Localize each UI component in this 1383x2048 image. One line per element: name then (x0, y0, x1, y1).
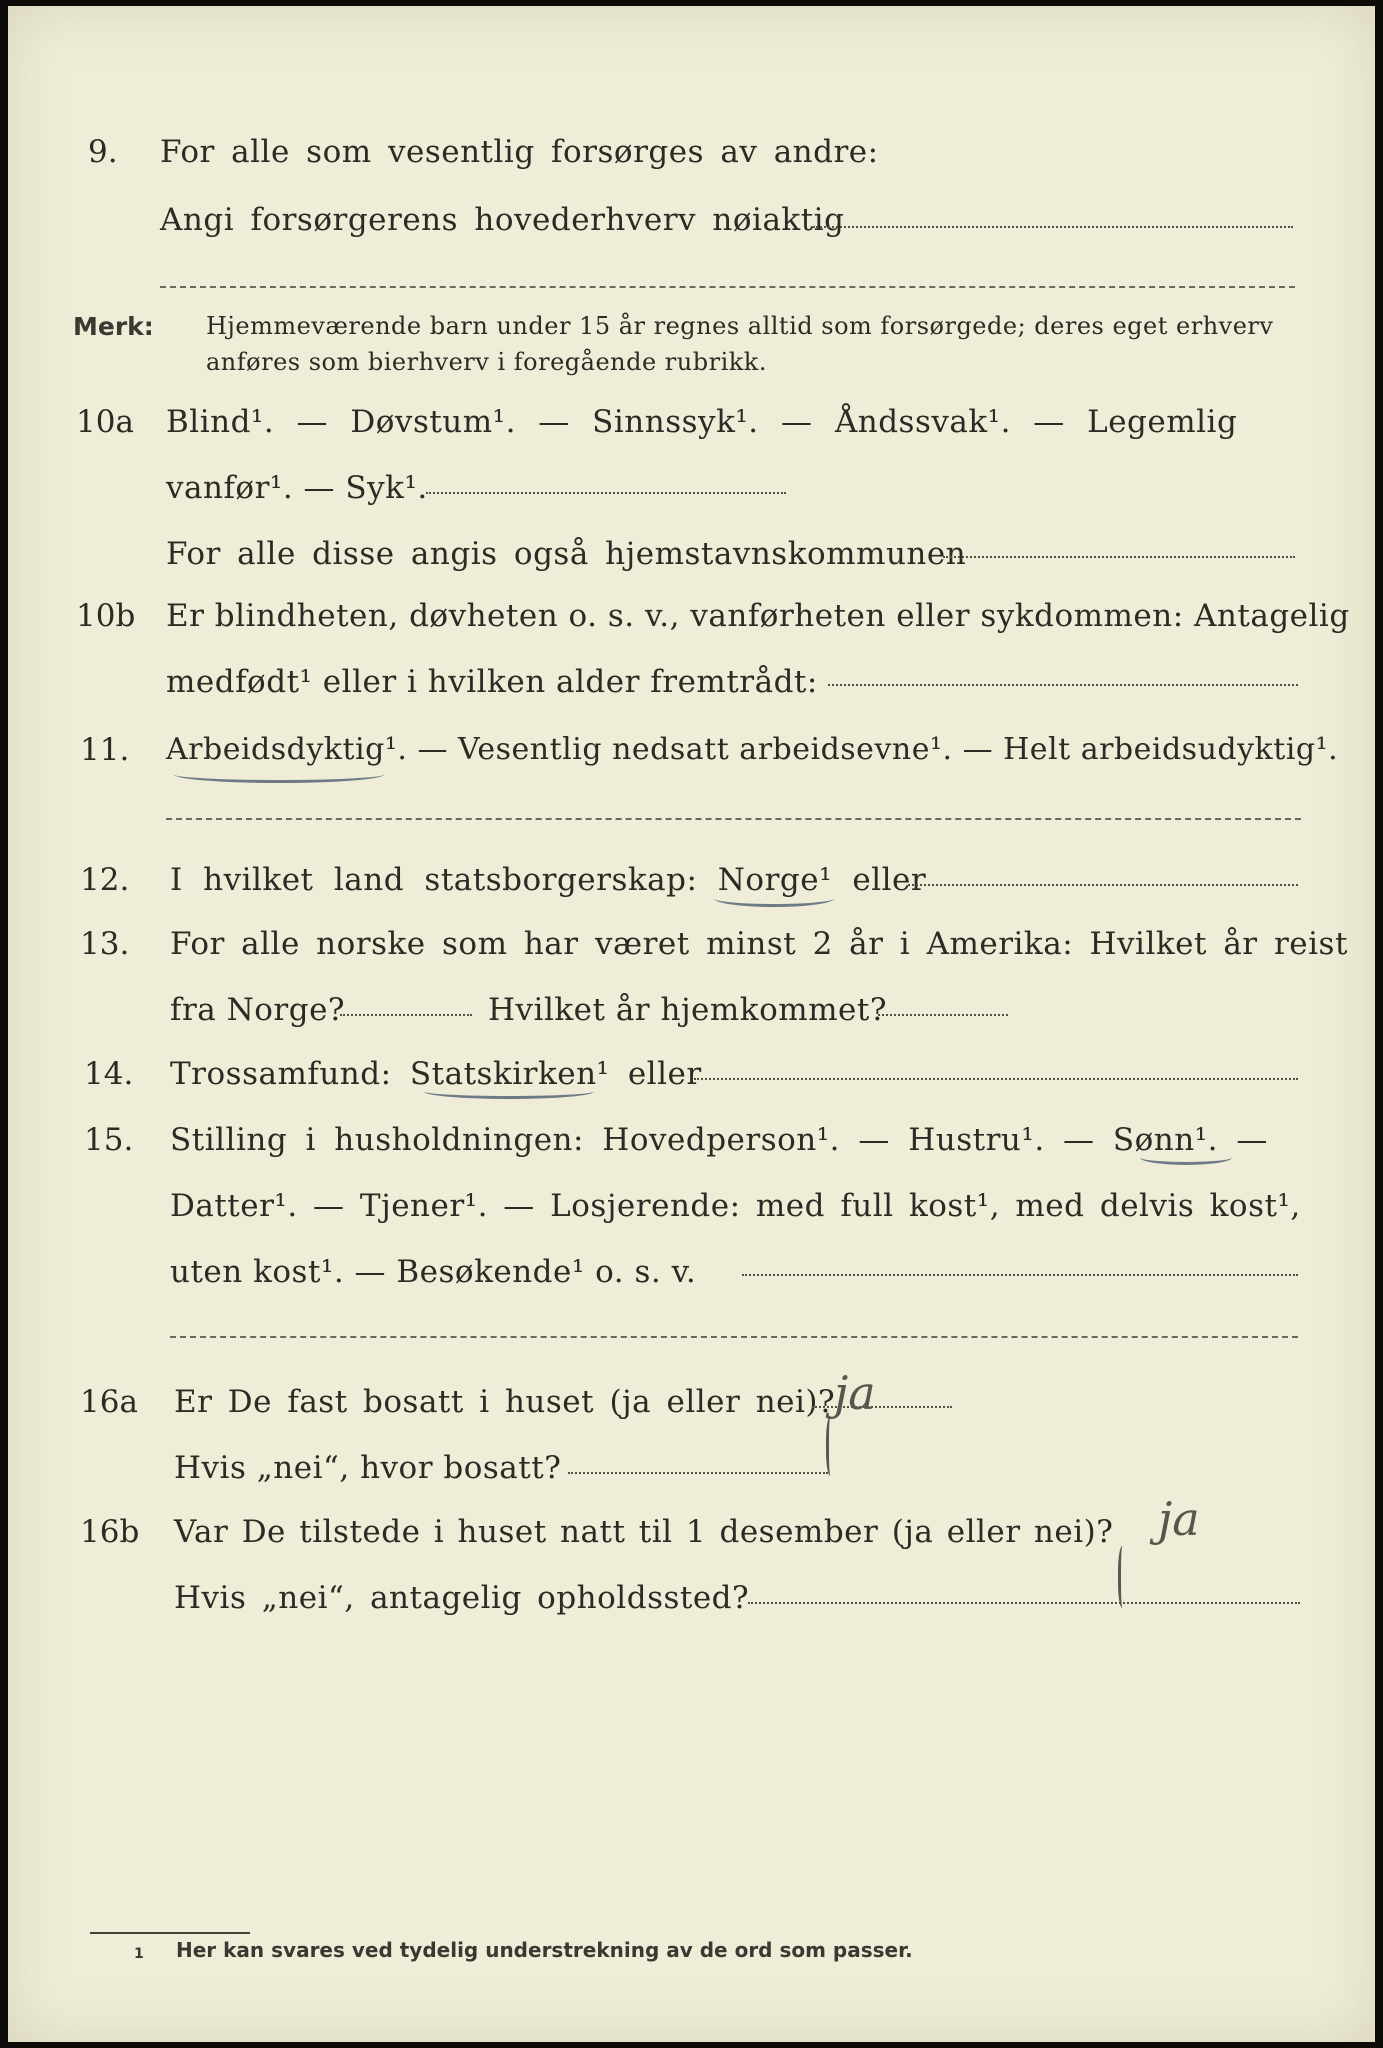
q12-line1: I hvilket land statsborgerskap: Norge¹ eller (170, 862, 927, 898)
q10b-line1: Er blindheten, døvheten o. s. v., vanførheten eller sykdommen: Antagelig (166, 598, 1350, 634)
census-form-page (8, 6, 1375, 2042)
q10b-line2: medfødt¹ eller i hvilken alder fremtrådt: (166, 664, 818, 700)
q9-answer-field[interactable] (813, 226, 1293, 228)
footnote-rule (90, 1932, 250, 1934)
q16a-number: 16a (80, 1384, 138, 1420)
q16a-handwritten-stroke (826, 1416, 837, 1476)
norge-underline-mark (714, 890, 834, 907)
q9-line1: For alle som vesentlig forsørges av andre: (160, 134, 879, 170)
q15-line3: uten kost¹. — Besøkende¹ o. s. v. (170, 1254, 697, 1290)
q16b-line1: Var De tilstede i huset natt til 1 desember (ja eller nei)? (174, 1514, 1114, 1550)
q14-number: 14. (84, 1056, 134, 1092)
arbeidsdyktig-underline-mark (174, 766, 384, 783)
footnote-mark: 1 (134, 1946, 144, 1962)
q16b-handwritten-answer: ja (1158, 1492, 1200, 1546)
q13-line2a: fra Norge? (170, 992, 346, 1028)
q12-number: 12. (80, 862, 130, 898)
q15-line1: Stilling i husholdningen: Hovedperson¹. — Hustru¹. — Sønn¹. — (170, 1122, 1268, 1158)
q15-line2: Datter¹. — Tjener¹. — Losjerende: med full kost¹, med delvis kost¹, (170, 1188, 1301, 1224)
q13-hjemkommet-field[interactable] (878, 1014, 1008, 1016)
merk-line1: Hjemmeværende barn under 15 år regnes alltid som forsørgede; deres eget erhverv (206, 312, 1274, 340)
q9-number: 9. (88, 134, 118, 170)
footnote-text: Her kan svares ved tydelig understrekning av de ord som passer. (176, 1938, 913, 1962)
q16b-opholdssted-field[interactable] (748, 1602, 1300, 1604)
q16a-handwritten-answer: ja (834, 1366, 876, 1420)
sonn-underline-mark (1140, 1150, 1232, 1165)
q9-answer-line2[interactable] (160, 286, 1295, 288)
q9-line2: Angi forsørgerens hovederhverv nøiaktig (160, 202, 845, 238)
q15-number: 15. (84, 1122, 134, 1158)
q13-line2b: Hvilket år hjemkommet? (488, 992, 887, 1028)
merk-line2: anføres som bierhverv i foregående rubrikk. (206, 348, 767, 376)
q10a-hjemstavn-field[interactable] (943, 556, 1295, 558)
q13-reist-field[interactable] (340, 1014, 472, 1016)
statskirken-underline-mark (424, 1084, 594, 1099)
q13-line1: For alle norske som har været minst 2 år i Amerika: Hvilket år reist (170, 926, 1348, 962)
q16a-bosatt-field[interactable] (568, 1472, 828, 1474)
q10a-number: 10a (76, 404, 134, 440)
q12-answer-field[interactable] (908, 884, 1298, 886)
q10a-syk-field[interactable] (426, 492, 786, 494)
q11-line1: Arbeidsdyktig¹. — Vesentlig nedsatt arbeidsevne¹. — Helt arbeidsudyktig¹. (166, 732, 1339, 767)
q11-number: 11. (80, 732, 130, 768)
q11-answer-line[interactable] (166, 818, 1301, 820)
q16b-handwritten-stroke (1118, 1546, 1129, 1608)
q10b-number: 10b (76, 598, 136, 634)
q16b-line2: Hvis „nei“, antagelig opholdssted? (174, 1580, 750, 1616)
q15-answer-field[interactable] (742, 1274, 1298, 1276)
q14-answer-field[interactable] (694, 1078, 1298, 1080)
q10a-line3: For alle disse angis også hjemstavnskommunen (166, 536, 967, 572)
q16a-answer-field[interactable] (812, 1406, 952, 1408)
q10a-line2: vanfør¹. — Syk¹. (166, 470, 428, 506)
q14-line1: Trossamfund: Statskirken¹ eller (170, 1056, 702, 1092)
q10a-line1: Blind¹. — Døvstum¹. — Sinnssyk¹. — Åndssvak¹. — Legemlig (166, 404, 1238, 440)
q16a-line1: Er De fast bosatt i huset (ja eller nei)? (174, 1384, 836, 1420)
q15-answer-line2[interactable] (170, 1336, 1298, 1338)
q16a-line2: Hvis „nei“, hvor bosatt? (174, 1450, 562, 1486)
q16b-number: 16b (80, 1514, 140, 1550)
q10b-answer-field[interactable] (828, 684, 1298, 686)
merk-label: Merk: (73, 312, 154, 341)
q13-number: 13. (80, 926, 130, 962)
